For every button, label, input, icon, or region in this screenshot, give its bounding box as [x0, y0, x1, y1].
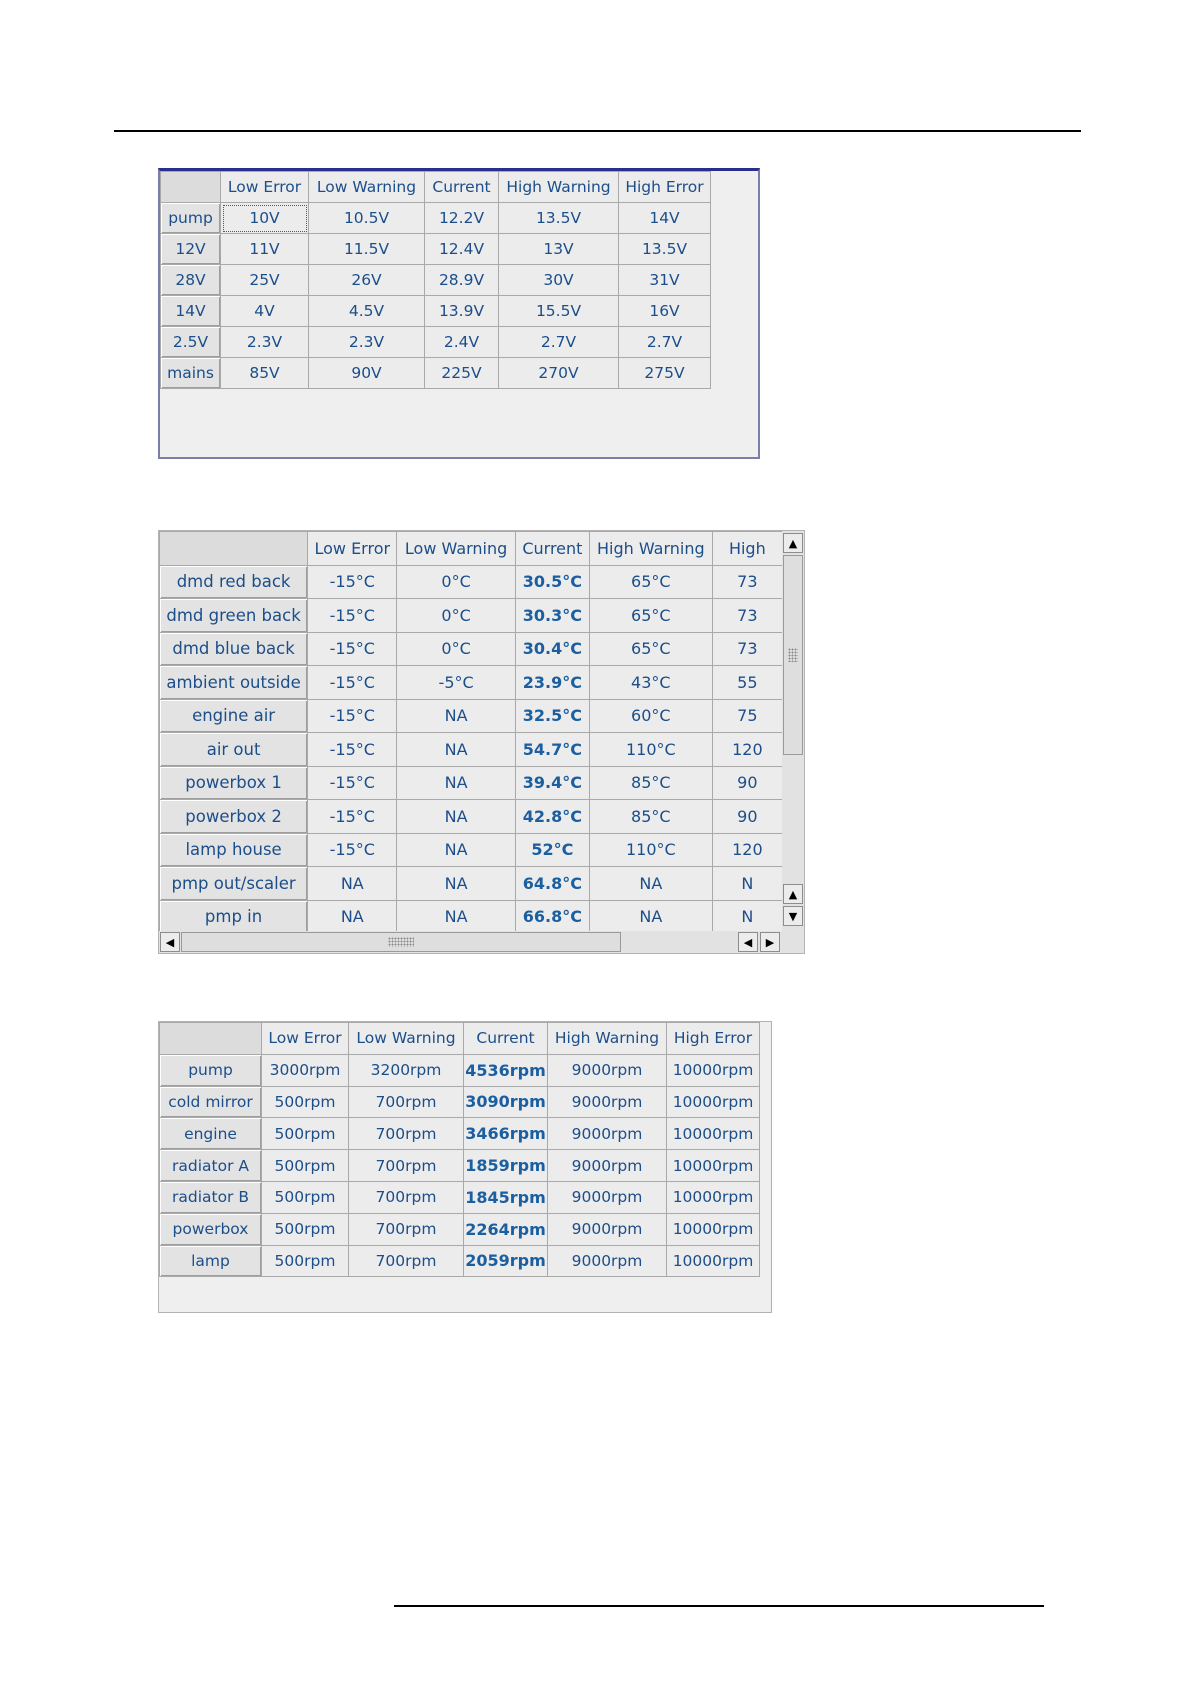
table-row[interactable] [160, 699, 783, 733]
table-cell[interactable]: 11V [221, 234, 309, 265]
table-cell[interactable]: NA [397, 900, 515, 931]
table-cell[interactable]: 14V [619, 203, 711, 234]
table-cell[interactable]: 26V [309, 265, 425, 296]
table-row[interactable] [160, 1086, 760, 1118]
table-row[interactable] [160, 867, 783, 901]
table-cell[interactable]: 65°C [589, 599, 712, 633]
row-header[interactable]: powerbox [160, 1213, 262, 1245]
table-cell[interactable]: 10000rpm [667, 1054, 760, 1086]
row-header[interactable]: powerbox 2 [160, 800, 308, 834]
scroll-left-button[interactable] [160, 932, 180, 952]
table-cell[interactable]: 110°C [589, 733, 712, 767]
table-cell[interactable]: 10000rpm [667, 1086, 760, 1118]
column-header[interactable]: High Error [667, 1023, 760, 1055]
row-header[interactable]: 14V [161, 296, 221, 327]
column-header[interactable]: Current [515, 532, 589, 566]
table-cell[interactable]: 120 [712, 733, 782, 767]
table-cell[interactable]: 32.5°C [515, 699, 589, 733]
row-header[interactable]: pmp in [160, 900, 308, 931]
row-header[interactable]: 2.5V [161, 327, 221, 358]
table-cell[interactable]: 120 [712, 833, 782, 867]
grip-icon [788, 648, 798, 662]
table-cell[interactable]: 23.9°C [515, 666, 589, 700]
table-cell[interactable]: 500rpm [262, 1150, 349, 1182]
table-cell[interactable]: NA [397, 766, 515, 800]
table-cell[interactable]: 52°C [515, 833, 589, 867]
table-cell[interactable]: 3000rpm [262, 1054, 349, 1086]
table-cell[interactable]: 90 [712, 766, 782, 800]
row-header[interactable]: pump [161, 203, 221, 234]
table-cell[interactable]: 700rpm [349, 1086, 464, 1118]
footer-rule [394, 1605, 1044, 1607]
table-cell[interactable]: 700rpm [349, 1213, 464, 1245]
table-cell[interactable]: 12.2V [425, 203, 499, 234]
row-header[interactable]: 28V [161, 265, 221, 296]
table-row[interactable] [160, 733, 783, 767]
column-header[interactable]: Low Error [308, 532, 397, 566]
table-cell[interactable]: -15°C [308, 766, 397, 800]
table-cell[interactable]: 30.3°C [515, 599, 589, 633]
table-row[interactable] [160, 565, 783, 599]
table-row[interactable] [160, 833, 783, 867]
table-cell[interactable]: 0°C [397, 632, 515, 666]
table-row[interactable] [161, 358, 711, 389]
table-cell[interactable]: 10V [221, 203, 309, 234]
table-cell[interactable]: 90 [712, 800, 782, 834]
fan-speed-table-panel [158, 1021, 772, 1313]
table-cell[interactable]: NA [397, 800, 515, 834]
row-header[interactable]: 12V [161, 234, 221, 265]
table-cell[interactable]: 54.7°C [515, 733, 589, 767]
table-cell[interactable]: 1859rpm [464, 1150, 548, 1182]
table-cell[interactable]: 65°C [589, 632, 712, 666]
table-cell[interactable]: 30.5°C [515, 565, 589, 599]
row-header[interactable]: mains [161, 358, 221, 389]
table-row[interactable] [160, 800, 783, 834]
column-header[interactable]: High Warning [499, 172, 619, 203]
header-row [160, 532, 783, 566]
table-cell[interactable]: 500rpm [262, 1118, 349, 1150]
table-cell[interactable]: 64.8°C [515, 867, 589, 901]
table-cell[interactable]: -15°C [308, 599, 397, 633]
row-header[interactable]: pmp out/scaler [160, 867, 308, 901]
table-row[interactable] [161, 234, 711, 265]
table-cell[interactable]: 0°C [397, 565, 515, 599]
column-header[interactable]: Low Warning [349, 1023, 464, 1055]
table-cell[interactable]: 4V [221, 296, 309, 327]
column-header[interactable]: High [712, 532, 782, 566]
table-cell[interactable]: -15°C [308, 666, 397, 700]
table-cell[interactable]: 60°C [589, 699, 712, 733]
table-cell[interactable]: NA [397, 733, 515, 767]
table-cell[interactable]: 10000rpm [667, 1181, 760, 1213]
table-cell[interactable]: 2.4V [425, 327, 499, 358]
table-cell[interactable]: NA [397, 699, 515, 733]
table-cell[interactable]: 10000rpm [667, 1213, 760, 1245]
table-cell[interactable]: -15°C [308, 800, 397, 834]
row-header[interactable]: cold mirror [160, 1086, 262, 1118]
grip-icon [388, 937, 414, 947]
table-cell[interactable]: 270V [499, 358, 619, 389]
table-cell[interactable]: NA [397, 867, 515, 901]
scroll-left-button-right[interactable] [738, 932, 758, 952]
row-header[interactable]: lamp [160, 1245, 262, 1277]
table-row[interactable] [161, 296, 711, 327]
table-row[interactable] [160, 599, 783, 633]
scrollbar-corner [782, 931, 804, 953]
row-header[interactable]: pump [160, 1054, 262, 1086]
table-cell[interactable]: 700rpm [349, 1245, 464, 1277]
row-header[interactable]: dmd green back [160, 599, 308, 633]
arrow-left-icon: ◀ [743, 935, 753, 949]
table-cell[interactable]: 2.7V [499, 327, 619, 358]
table-cell[interactable]: 700rpm [349, 1118, 464, 1150]
row-header[interactable]: dmd red back [160, 565, 308, 599]
horizontal-scrollbar[interactable] [159, 931, 784, 953]
table-cell[interactable]: 13V [499, 234, 619, 265]
horizontal-scroll-thumb[interactable] [181, 932, 621, 952]
table-cell[interactable]: 10000rpm [667, 1150, 760, 1182]
table-cell[interactable]: 55 [712, 666, 782, 700]
table-row[interactable] [160, 632, 783, 666]
table-row[interactable] [160, 1213, 760, 1245]
header-rule [114, 130, 1081, 132]
voltage-table [160, 171, 711, 389]
row-header[interactable]: dmd blue back [160, 632, 308, 666]
table-cell[interactable]: 9000rpm [548, 1245, 667, 1277]
table-cell[interactable]: 43°C [589, 666, 712, 700]
row-header[interactable]: engine [160, 1118, 262, 1150]
table-cell[interactable]: 42.8°C [515, 800, 589, 834]
table-row[interactable] [160, 1054, 760, 1086]
table-cell[interactable]: 13.5V [499, 203, 619, 234]
table-cell[interactable]: 500rpm [262, 1086, 349, 1118]
table-cell[interactable]: 3090rpm [464, 1086, 548, 1118]
table-cell[interactable]: 700rpm [349, 1150, 464, 1182]
table-row[interactable] [160, 766, 783, 800]
table-row[interactable] [161, 265, 711, 296]
table-cell[interactable]: 15.5V [499, 296, 619, 327]
column-header[interactable]: Low Warning [309, 172, 425, 203]
table-cell[interactable]: NA [308, 900, 397, 931]
table-cell[interactable]: -15°C [308, 699, 397, 733]
table-cell[interactable]: 31V [619, 265, 711, 296]
table-cell[interactable]: 9000rpm [548, 1086, 667, 1118]
table-cell[interactable]: 9000rpm [548, 1118, 667, 1150]
table-cell[interactable]: 9000rpm [548, 1213, 667, 1245]
column-header[interactable]: Low Warning [397, 532, 515, 566]
arrow-left-icon: ◀ [165, 935, 175, 949]
table-cell[interactable]: 11.5V [309, 234, 425, 265]
temperature-table-viewport [159, 531, 783, 931]
table-cell[interactable]: 4.5V [309, 296, 425, 327]
table-cell[interactable]: NA [589, 867, 712, 901]
arrow-right-icon: ▶ [765, 935, 775, 949]
table-row[interactable] [161, 203, 711, 234]
table-cell[interactable]: 90V [309, 358, 425, 389]
column-header[interactable]: Low Error [262, 1023, 349, 1055]
table-cell[interactable]: 85°C [589, 800, 712, 834]
table-cell[interactable]: 2.3V [221, 327, 309, 358]
table-cell[interactable]: -15°C [308, 565, 397, 599]
table-cell[interactable]: 500rpm [262, 1181, 349, 1213]
table-cell[interactable]: 225V [425, 358, 499, 389]
table-cell[interactable]: 500rpm [262, 1213, 349, 1245]
row-header[interactable]: air out [160, 733, 308, 767]
table-cell[interactable]: 13.5V [619, 234, 711, 265]
table-row[interactable] [160, 1181, 760, 1213]
table-cell[interactable]: 110°C [589, 833, 712, 867]
table-cell[interactable]: 85V [221, 358, 309, 389]
arrow-up-icon: ▲ [788, 887, 798, 901]
corner-cell [161, 172, 221, 203]
table-cell[interactable]: 4536rpm [464, 1054, 548, 1086]
table-cell[interactable]: 39.4°C [515, 766, 589, 800]
column-header[interactable]: High Warning [548, 1023, 667, 1055]
table-cell[interactable]: 9000rpm [548, 1150, 667, 1182]
table-cell[interactable]: -15°C [308, 733, 397, 767]
table-row[interactable] [160, 900, 783, 931]
table-cell[interactable]: 30.4°C [515, 632, 589, 666]
table-cell[interactable]: 10000rpm [667, 1245, 760, 1277]
temperature-table [159, 531, 783, 931]
column-header[interactable]: Current [425, 172, 499, 203]
table-row[interactable] [160, 1118, 760, 1150]
table-cell[interactable]: 16V [619, 296, 711, 327]
table-cell[interactable]: 2059rpm [464, 1245, 548, 1277]
scroll-up-button[interactable] [783, 533, 803, 553]
column-header[interactable]: Current [464, 1023, 548, 1055]
arrow-down-icon: ▼ [788, 909, 798, 923]
table-cell[interactable]: 0°C [397, 599, 515, 633]
table-cell[interactable]: NA [589, 900, 712, 931]
row-header[interactable]: lamp house [160, 833, 308, 867]
table-cell[interactable]: NA [308, 867, 397, 901]
arrow-up-icon: ▲ [788, 536, 798, 550]
table-row[interactable] [160, 666, 783, 700]
corner-cell [160, 532, 308, 566]
scroll-down-button[interactable] [783, 906, 803, 926]
table-cell[interactable]: -15°C [308, 833, 397, 867]
table-cell[interactable]: 28.9V [425, 265, 499, 296]
scroll-up-button-lower[interactable] [783, 884, 803, 904]
row-header[interactable]: radiator B [160, 1181, 262, 1213]
table-row[interactable] [161, 327, 711, 358]
table-cell[interactable]: -5°C [397, 666, 515, 700]
temperature-table-panel [158, 530, 805, 954]
table-cell[interactable]: 12.4V [425, 234, 499, 265]
table-cell[interactable]: 2264rpm [464, 1213, 548, 1245]
fan-speed-table [159, 1022, 760, 1277]
header-row [160, 1023, 760, 1055]
column-header[interactable]: Low Error [221, 172, 309, 203]
column-header[interactable]: High Warning [589, 532, 712, 566]
table-row[interactable] [160, 1150, 760, 1182]
vertical-scrollbar[interactable] [782, 531, 804, 931]
row-header[interactable]: radiator A [160, 1150, 262, 1182]
table-cell[interactable]: 1845rpm [464, 1181, 548, 1213]
table-cell[interactable]: N [712, 900, 782, 931]
table-cell[interactable]: 2.3V [309, 327, 425, 358]
table-cell[interactable]: 10000rpm [667, 1118, 760, 1150]
table-cell[interactable]: 275V [619, 358, 711, 389]
table-cell[interactable]: 13.9V [425, 296, 499, 327]
column-header[interactable]: High Error [619, 172, 711, 203]
table-cell[interactable]: 9000rpm [548, 1054, 667, 1086]
table-cell[interactable]: 73 [712, 565, 782, 599]
scroll-right-button[interactable] [760, 932, 780, 952]
table-cell[interactable]: 66.8°C [515, 900, 589, 931]
row-header[interactable]: engine air [160, 699, 308, 733]
table-cell[interactable]: 85°C [589, 766, 712, 800]
table-cell[interactable]: 65°C [589, 565, 712, 599]
table-cell[interactable]: 10.5V [309, 203, 425, 234]
table-cell[interactable]: 25V [221, 265, 309, 296]
header-row [161, 172, 711, 203]
table-cell[interactable]: 73 [712, 599, 782, 633]
table-cell[interactable]: 3466rpm [464, 1118, 548, 1150]
table-cell[interactable]: 3200rpm [349, 1054, 464, 1086]
table-cell[interactable]: 73 [712, 632, 782, 666]
table-cell[interactable]: 30V [499, 265, 619, 296]
row-header[interactable]: ambient outside [160, 666, 308, 700]
table-row[interactable] [160, 1245, 760, 1277]
vertical-scroll-thumb[interactable] [783, 555, 803, 755]
row-header[interactable]: powerbox 1 [160, 766, 308, 800]
table-cell[interactable]: N [712, 867, 782, 901]
voltage-table-panel [158, 168, 760, 459]
table-cell[interactable]: -15°C [308, 632, 397, 666]
table-cell[interactable]: 2.7V [619, 327, 711, 358]
corner-cell [160, 1023, 262, 1055]
table-cell[interactable]: 700rpm [349, 1181, 464, 1213]
table-cell[interactable]: 75 [712, 699, 782, 733]
table-cell[interactable]: 500rpm [262, 1245, 349, 1277]
table-cell[interactable]: 9000rpm [548, 1181, 667, 1213]
table-cell[interactable]: NA [397, 833, 515, 867]
